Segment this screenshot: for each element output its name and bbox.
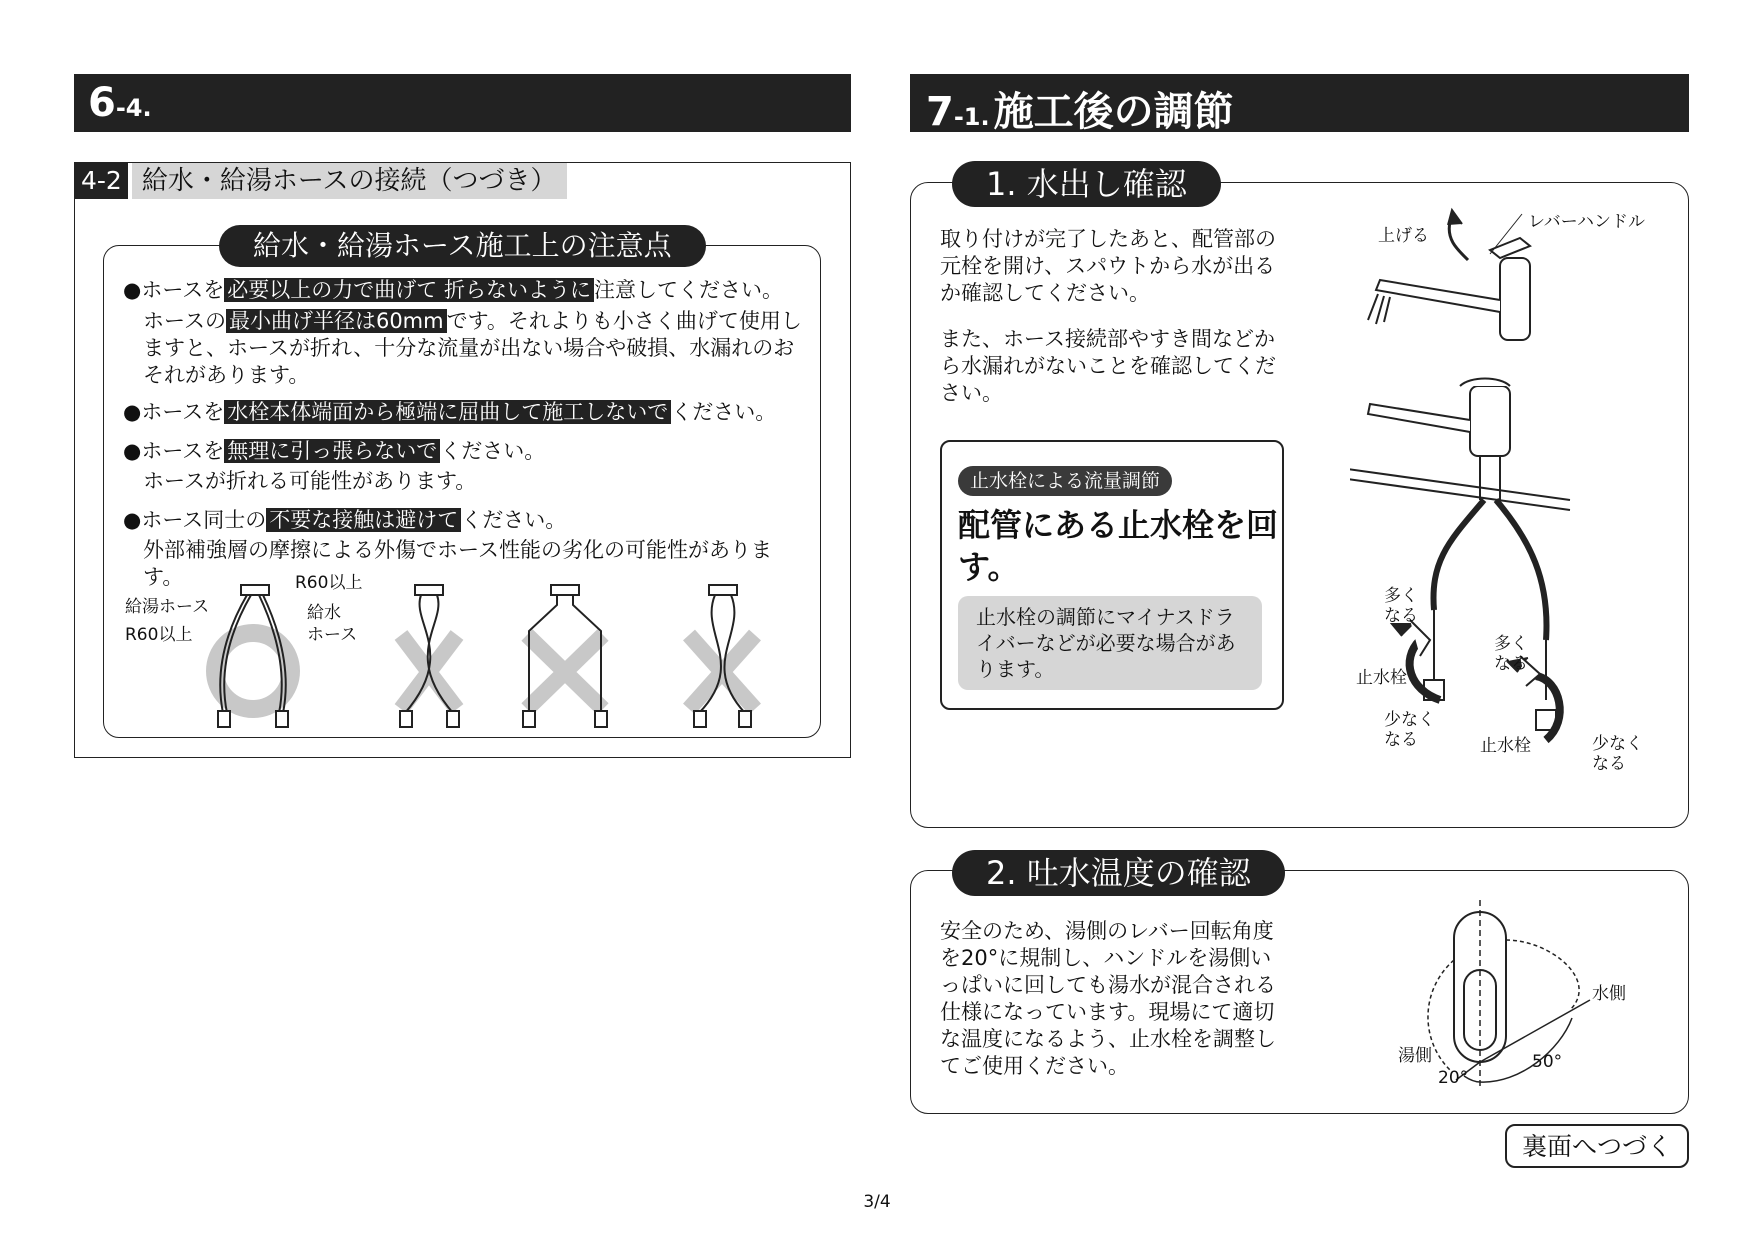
continue-on-back-badge: 裏面へつづく: [1505, 1124, 1689, 1168]
sec2-title: 2. 吐水温度の確認: [952, 850, 1285, 896]
label-r60-top: R60以上: [295, 573, 363, 593]
label-more-1a: 多く: [1384, 586, 1418, 606]
label-less-1b: なる: [1384, 730, 1418, 750]
lever-angle-diagram: [1400, 900, 1620, 1090]
label-cold-hose-2: ホース: [307, 625, 358, 645]
sec1-para2: また、ホース接続部やすき間などから水漏れがないことを確認してください。: [940, 327, 1276, 405]
label-less-2b: なる: [1592, 754, 1626, 774]
section-number-title: 7-1. 施工後の調節: [926, 89, 1234, 135]
label-less-1a: 少なく: [1384, 710, 1435, 730]
flow-adjust-tag: 止水栓による流量調節: [958, 466, 1172, 496]
label-angle-20: 20°: [1438, 1068, 1469, 1088]
hose-connection-panel: [74, 162, 851, 758]
bullet-4-detail: 外部補強層の摩擦による外傷でホース性能の劣化の可能性があります。: [143, 538, 772, 589]
label-cold-side: 水側: [1592, 984, 1626, 1004]
bullet-2: ●ホースを 水栓本体端面から極端に屈曲して施工しないで ください。: [123, 400, 777, 424]
label-angle-50: 50°: [1532, 1052, 1563, 1072]
sec1-para1: 取り付けが完了したあと、配管部の元栓を開け、スパウトから水が出るか確認してください。: [940, 227, 1276, 305]
flow-adjust-box: [940, 440, 1284, 710]
bullet-3: ●ホースを 無理に引っ張らないで ください。: [123, 439, 546, 463]
notice-title: 給水・給湯ホース施工上の注意点: [219, 225, 706, 267]
flow-adjust-heading: 配管にある止水栓を回す。: [958, 506, 1279, 586]
bullet-4: ●ホース同士の 不要な接触は避けて ください。: [123, 508, 567, 532]
label-raise: 上げる: [1378, 226, 1429, 246]
section-header-7-1: [910, 74, 1689, 135]
label-cold-hose-1: 給水: [307, 603, 341, 623]
label-more-2a: 多く: [1494, 634, 1528, 654]
hose-figure-sharp-bend-ng: [523, 585, 607, 727]
subsection-tag: 4-2: [75, 163, 128, 199]
label-valve-2: 止水栓: [1480, 736, 1531, 756]
faucet-lower: [1350, 379, 1570, 641]
label-r60-left: R60以上: [125, 625, 193, 645]
subsection-title: 給水・給湯ホースの接続（つづき）: [132, 163, 567, 199]
sec1-title: 1. 水出し確認: [952, 161, 1221, 207]
label-more-1b: なる: [1384, 606, 1418, 626]
sec2-para: 安全のため、湯側のレバー回転角度を20°に規制し、ハンドルを湯側いっぱいに回しても湯水が混合される仕様になっています。現場にて適切な温度になるよう、止水栓を調整してご使用ください。: [940, 919, 1276, 1078]
label-hot-hose: 給湯ホース: [125, 597, 210, 617]
bullet-1-detail: ホースの 最小曲げ半径は60mm です。それよりも小さく曲げて使用しますと、ホースが折れ、十分な流量が出ない場合や破損、水漏れのおそれがあります。: [143, 309, 802, 387]
faucet-illustration: [1350, 200, 1680, 780]
label-valve-1: 止水栓: [1356, 668, 1407, 688]
bullet-list: [123, 277, 803, 591]
hose-figure-twisted-ng: [689, 585, 755, 727]
label-less-2a: 少なく: [1592, 734, 1643, 754]
bullet-3-detail: ホースが折れる可能性があります。: [143, 469, 477, 493]
label-lever-handle: レバーハンドル: [1528, 212, 1645, 232]
label-more-2b: なる: [1494, 654, 1528, 674]
section-number: 6-4.: [88, 80, 152, 126]
hose-figure-correct: [215, 585, 291, 727]
flow-adjust-note: 止水栓の調節にマイナスドライバーなどが必要な場合があります。: [958, 596, 1262, 690]
subsection-header: [75, 163, 567, 199]
hose-figure-crossed-ng: [400, 585, 459, 727]
label-hot-side: 湯側: [1398, 1046, 1432, 1066]
section-header-6-4: [74, 74, 851, 132]
page-number: 3/4: [863, 1192, 891, 1212]
bullet-1: ●ホースを 必要以上の力で曲げて 折らないように 注意してください。: [123, 278, 783, 302]
